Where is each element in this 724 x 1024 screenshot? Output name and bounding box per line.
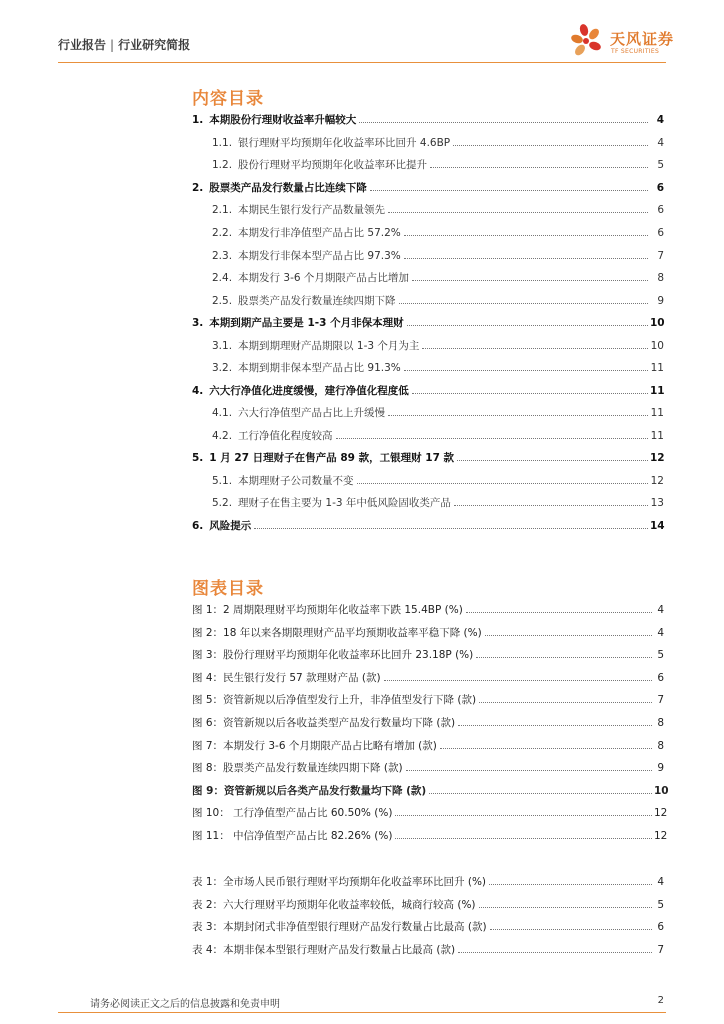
- toc-entry-number: 2.5.: [212, 295, 233, 307]
- table-entry-title: 表 1：全市场人民币银行理财平均预期年化收益率环比回升 (%): [192, 876, 487, 888]
- figure-entry-title: 图 6：资管新规以后各收益类型产品发行数量均下降 (款): [192, 717, 456, 729]
- figure-entry[interactable]: [192, 738, 664, 752]
- figure-entry[interactable]: [192, 670, 664, 684]
- toc-entry-number: 2.4.: [212, 272, 233, 284]
- toc-entry-page: 5: [657, 159, 664, 171]
- figure-entry-page: 5: [657, 649, 664, 662]
- figure-entry-page: 4: [657, 604, 664, 616]
- toc-entry-page: 6: [657, 204, 664, 216]
- toc-entry-title: 工行净值化程度较高: [238, 430, 333, 442]
- dot-leader: [404, 235, 648, 236]
- toc-entry-title: 六大行净值型产品占比上升缓慢: [238, 407, 386, 419]
- toc-entry-page: 6: [657, 227, 664, 239]
- toc-entry-title: 风险提示: [209, 520, 252, 532]
- table-entry-title: 表 4：本期非保本型银行理财产品发行数量占比最高 (款): [192, 943, 456, 956]
- figure-entry[interactable]: [192, 783, 669, 797]
- toc-entry-number: 2.: [192, 182, 204, 194]
- toc-entry-number: 2.3.: [212, 250, 233, 262]
- toc-entry[interactable]: [192, 202, 664, 216]
- dot-leader: [388, 415, 648, 416]
- toc-entry-page: 13: [650, 497, 664, 509]
- header-divider: [58, 62, 666, 63]
- toc-entry[interactable]: [192, 135, 664, 149]
- dot-leader: [404, 370, 648, 371]
- toc-entry-title: 本期到期理财产品期限以 1-3 个月为主: [238, 340, 420, 352]
- dot-leader: [479, 907, 652, 908]
- toc-entry[interactable]: [192, 293, 664, 307]
- toc-entry-page: 12: [650, 452, 665, 464]
- figure-entry-title: 图 3：股份行理财平均预期年化收益率环比回升 23.18P (%): [192, 649, 474, 662]
- dot-leader: [336, 438, 648, 439]
- dot-leader: [359, 122, 648, 123]
- toc-entry-number: 4.1.: [212, 407, 233, 419]
- toc-entry-number: 6.: [192, 520, 204, 532]
- logo-chinese-name: 天风证券: [610, 30, 675, 48]
- toc-entry-page: 9: [657, 295, 664, 307]
- dot-leader: [458, 725, 652, 726]
- toc-entry-number: 4.: [192, 385, 204, 397]
- dot-leader: [490, 929, 652, 930]
- table-entry[interactable]: [192, 897, 664, 911]
- toc-entry-title: 本期到期产品主要是 1-3 个月非保本理财: [209, 317, 404, 329]
- toc-entry-page: 11: [650, 430, 664, 442]
- toc-entry[interactable]: [192, 338, 664, 352]
- table-entry[interactable]: [192, 942, 664, 956]
- toc-title: 内容目录: [192, 89, 264, 109]
- toc-entry-number: 1.1.: [212, 137, 233, 149]
- figure-entry-title: 图 5：资管新规以后净值型发行上升，非净值型发行下降 (款): [192, 694, 477, 707]
- dot-leader: [485, 635, 652, 636]
- company-logo: [570, 22, 676, 62]
- toc-entry-title: 股票类产品发行数量连续四期下降: [238, 295, 396, 307]
- toc-entry-title: 理财子在售主要为 1-3 年中低风险固收类产品: [238, 497, 451, 509]
- page-number: 2: [657, 995, 664, 1006]
- toc-entry-title: 1 月 27 日理财子在售产品 89 款，工银理财 17 款: [209, 452, 455, 464]
- toc-entry[interactable]: [192, 360, 664, 374]
- toc-entry[interactable]: [192, 248, 664, 262]
- dot-leader: [479, 702, 652, 703]
- dot-leader: [412, 393, 648, 394]
- table-entry-title: 表 3：本期封闭式非净值型银行理财产品发行数量占比最高 (款): [192, 921, 487, 934]
- footer-disclaimer: 请务必阅读正文之后的信息披露和免责申明: [90, 999, 280, 1010]
- figure-entry[interactable]: [192, 760, 664, 774]
- logo-english-name: TF SECURITIES: [611, 48, 660, 55]
- toc-entry-title: 本期到期非保本型产品占比 91.3%: [238, 362, 401, 374]
- dot-leader: [407, 325, 648, 326]
- toc-entry-page: 6: [656, 182, 664, 194]
- toc-entry-title: 本期发行非保本型产品占比 97.3%: [238, 250, 401, 262]
- toc-entry-number: 3.2.: [212, 362, 233, 374]
- dot-leader: [370, 190, 648, 191]
- table-entry-page: 5: [657, 898, 664, 911]
- figure-entry-title: 图 1：2 周期限理财平均预期年化收益率下跌 15.4BP (%): [192, 604, 463, 616]
- toc-entry-page: 10: [650, 317, 665, 329]
- dot-leader: [476, 657, 652, 658]
- toc-entry-number: 5.: [192, 452, 204, 464]
- figure-entry[interactable]: [192, 828, 668, 842]
- dot-leader: [466, 612, 652, 613]
- toc-entry-number: 3.: [192, 317, 204, 329]
- figures-title: 图表目录: [192, 579, 264, 599]
- dot-leader: [430, 167, 648, 168]
- table-entry-page: 7: [657, 943, 664, 956]
- toc-entry[interactable]: [192, 383, 664, 397]
- toc-entry[interactable]: [192, 473, 664, 487]
- toc-entry[interactable]: [192, 270, 664, 284]
- toc-entry-number: 5.1.: [212, 475, 233, 487]
- dot-leader: [395, 815, 652, 816]
- figure-entry-page: 8: [657, 739, 664, 752]
- footer-divider: [58, 1012, 666, 1013]
- figure-entry-page: 6: [657, 671, 664, 684]
- toc-entry[interactable]: [192, 428, 664, 442]
- dot-leader: [453, 145, 648, 146]
- dot-leader: [404, 258, 648, 259]
- toc-entry-page: 12: [650, 475, 664, 487]
- toc-entry-title: 本期发行 3-6 个月期限产品占比增加: [238, 272, 409, 284]
- table-entry-page: 6: [657, 921, 664, 934]
- figure-entry-page: 10: [654, 784, 669, 797]
- toc-entry-page: 4: [657, 137, 664, 149]
- toc-entry-number: 2.1.: [212, 204, 233, 216]
- figure-entry-title: 图 2：18 年以来各期限理财产品平均预期收益率平稳下降 (%): [192, 626, 482, 639]
- figure-entry[interactable]: [192, 647, 664, 661]
- dot-leader: [457, 460, 648, 461]
- dot-leader: [384, 680, 652, 681]
- dot-leader: [406, 770, 652, 771]
- toc-entry-title: 股票类产品发行数量占比连续下降: [209, 182, 367, 194]
- dot-leader: [412, 280, 648, 281]
- toc-entry-number: 1.: [192, 114, 204, 126]
- toc-entry-title: 本期股份行理财收益率升幅较大: [209, 114, 357, 126]
- dot-leader: [422, 348, 648, 349]
- figure-entry-title: 图 8：股票类产品发行数量连续四期下降 (款): [192, 762, 403, 775]
- toc-entry[interactable]: [192, 518, 664, 532]
- toc-entry-page: 11: [650, 362, 664, 374]
- figure-entry[interactable]: [192, 715, 664, 729]
- toc-entry[interactable]: [192, 405, 664, 419]
- figure-entry[interactable]: [192, 625, 664, 639]
- toc-entry-title: 本期民生银行发行产品数量领先: [238, 204, 386, 216]
- figure-entry-page: 12: [654, 830, 668, 842]
- dot-leader: [454, 505, 648, 506]
- toc-entry-title: 银行理财平均预期年化收益率环比回升 4.6BP: [238, 137, 451, 149]
- dot-leader: [357, 483, 648, 484]
- figure-entry-page: 9: [657, 762, 664, 775]
- toc-entry[interactable]: [192, 495, 664, 509]
- toc-entry-page: 8: [657, 272, 664, 284]
- toc-entry-number: 1.2.: [212, 159, 233, 171]
- toc-entry-number: 3.1.: [212, 340, 233, 352]
- figure-entry-page: 12: [654, 807, 668, 820]
- figure-entry[interactable]: [192, 805, 668, 820]
- dot-leader: [458, 952, 652, 953]
- toc-entry[interactable]: [192, 112, 664, 126]
- toc-entry-title: 股份行理财平均预期年化收益率环比提升: [238, 159, 428, 171]
- toc-entry[interactable]: [192, 450, 664, 464]
- toc-entry-number: 4.2.: [212, 430, 233, 442]
- toc-entry[interactable]: [192, 225, 664, 239]
- dot-leader: [429, 793, 652, 794]
- dot-leader: [395, 838, 652, 839]
- table-entry-page: 4: [657, 876, 664, 888]
- toc-entry-page: 11: [650, 385, 665, 397]
- figure-entry-title: 图 9：资管新规以后各类产品发行数量均下降 (款): [192, 784, 427, 797]
- figure-entry-title: 图 4：民生银行发行 57 款理财产品 (款): [192, 671, 381, 684]
- report-type: 行业报告: [58, 38, 107, 52]
- toc-entry-page: 4: [656, 114, 664, 126]
- toc-entry-number: 5.2.: [212, 497, 233, 509]
- figure-entry-title: 图 10： 工行净值型产品占比 60.50% (%): [192, 807, 393, 820]
- dot-leader: [254, 528, 648, 529]
- figure-entry[interactable]: [192, 692, 664, 706]
- figure-entry-page: 8: [657, 717, 664, 729]
- toc-entry-page: 11: [650, 407, 664, 419]
- toc-entry-title: 本期发行非净值型产品占比 57.2%: [238, 227, 401, 239]
- toc-entry-title: 六大行净值化进度缓慢，建行净值化程度低: [209, 385, 409, 397]
- flower-logo-icon: [570, 22, 606, 60]
- header-separator: |: [110, 38, 115, 52]
- toc-entry-number: 2.2.: [212, 227, 233, 239]
- figure-entry-title: 图 7：本期发行 3-6 个月期限产品占比略有增加 (款): [192, 739, 437, 752]
- toc-entry-page: 10: [650, 340, 664, 352]
- toc-entry[interactable]: [192, 180, 664, 194]
- report-category: [58, 36, 190, 53]
- toc-entry-page: 7: [657, 250, 664, 262]
- table-entry[interactable]: [192, 874, 664, 888]
- figure-entry-page: 7: [657, 694, 664, 707]
- figure-entry[interactable]: [192, 602, 664, 616]
- dot-leader: [388, 212, 648, 213]
- figure-entry-page: 4: [657, 626, 664, 639]
- dot-leader: [489, 884, 652, 885]
- toc-entry[interactable]: [192, 315, 664, 329]
- toc-entry-page: 14: [650, 520, 665, 532]
- dot-leader: [399, 303, 648, 304]
- table-entry-title: 表 2：六大行理财平均预期年化收益率较低，城商行较高 (%): [192, 898, 476, 911]
- toc-entry[interactable]: [192, 157, 664, 171]
- table-entry[interactable]: [192, 919, 664, 933]
- dot-leader: [440, 748, 652, 749]
- report-subtype: 行业研究简报: [118, 38, 191, 52]
- toc-entry-title: 本期理财子公司数量不变: [238, 475, 354, 487]
- figure-entry-title: 图 11： 中信净值型产品占比 82.26% (%): [192, 830, 393, 842]
